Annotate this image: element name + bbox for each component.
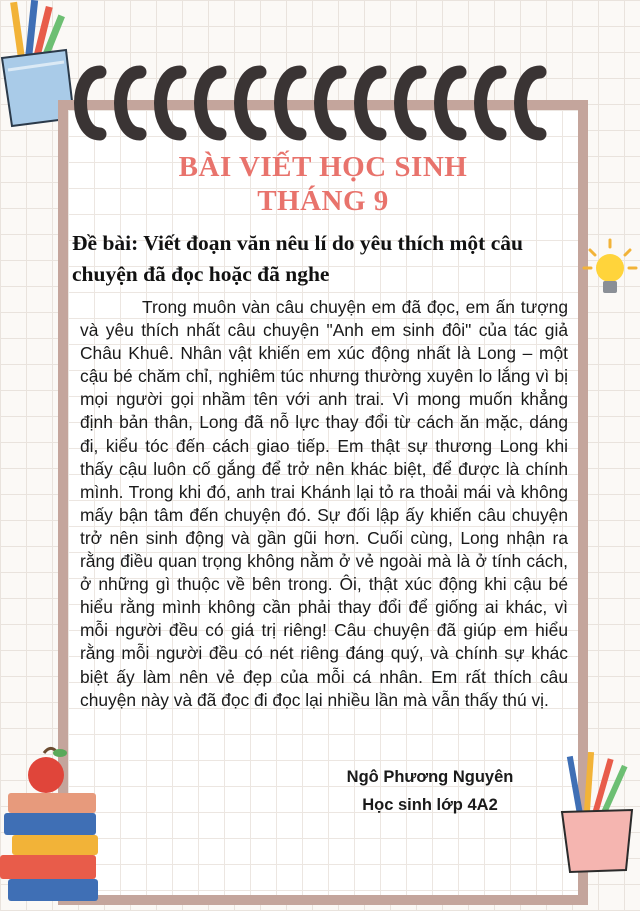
page-subtitle: THÁNG 9 [257, 185, 389, 217]
light-bulb-icon [582, 238, 638, 302]
page-title: BÀI VIẾT HỌC SINH [178, 151, 468, 183]
author-name: Ngô Phương Nguyên [346, 768, 514, 786]
pencil-holder-icon [552, 752, 640, 880]
books-apple-icon [0, 745, 110, 911]
essay-prompt: Đề bài: Viết đoạn văn nêu lí do yêu thích một câu chuyện đã đọc hoặc đã nghe [72, 231, 523, 286]
essay-body: Trong muôn vàn câu chuyện em đã đọc, em ấn tượng và yêu thích nhất câu chuyện "Anh em sinh đôi" của tác giả Châu Khuê. Nhân vật khiến em xúc động nhất là Long – một cậu bé chăm chỉ, nghiêm túc nhưng thường xuyên lo lắng vì bị mọi người gọi nhầm tên với anh trai. Vì mong muốn khẳng định bản thân, Long đã nỗ lực thay đổi từ cách ăn mặc, dáng đi, kiểu tóc đến cách giao tiếp. Em thật sự thương Long khi thấy cậu luôn cố gắng để trở nên khác biệt, để được là chính mình. Trong khi đó, anh trai Khánh lại tỏ ra thoải mái và không mấy bận tâm đến chuyện đó. Sự đối lập ấy khiến câu chuyện trở nên sinh động và gần gũi hơn. Cuối cùng, Long nhận ra rằng điều quan trọng không nằm ở vẻ ngoài mà là ở tính cách, ở những gì thuộc về bên trong. Ôi, thật xúc động khi cậu bé hiểu rằng mình không cần phải thay đổi để giống ai khác, vì mỗi người đều có giá trị riêng! Câu chuyện đã giúp em hiểu rằng mỗi người đều có nét riêng đáng quý, và chính sự khác biệt ấy làm nên vẻ đẹp của mỗi cá nhân. Em rất thích câu chuyện này và đã đọc đi đọc lại nhiều lần mà vẫn thấy thú vị. [80, 297, 568, 710]
title-block [68, 150, 578, 218]
binder-rings-icon [60, 62, 580, 152]
author-class: Học sinh lớp 4A2 [362, 796, 498, 814]
